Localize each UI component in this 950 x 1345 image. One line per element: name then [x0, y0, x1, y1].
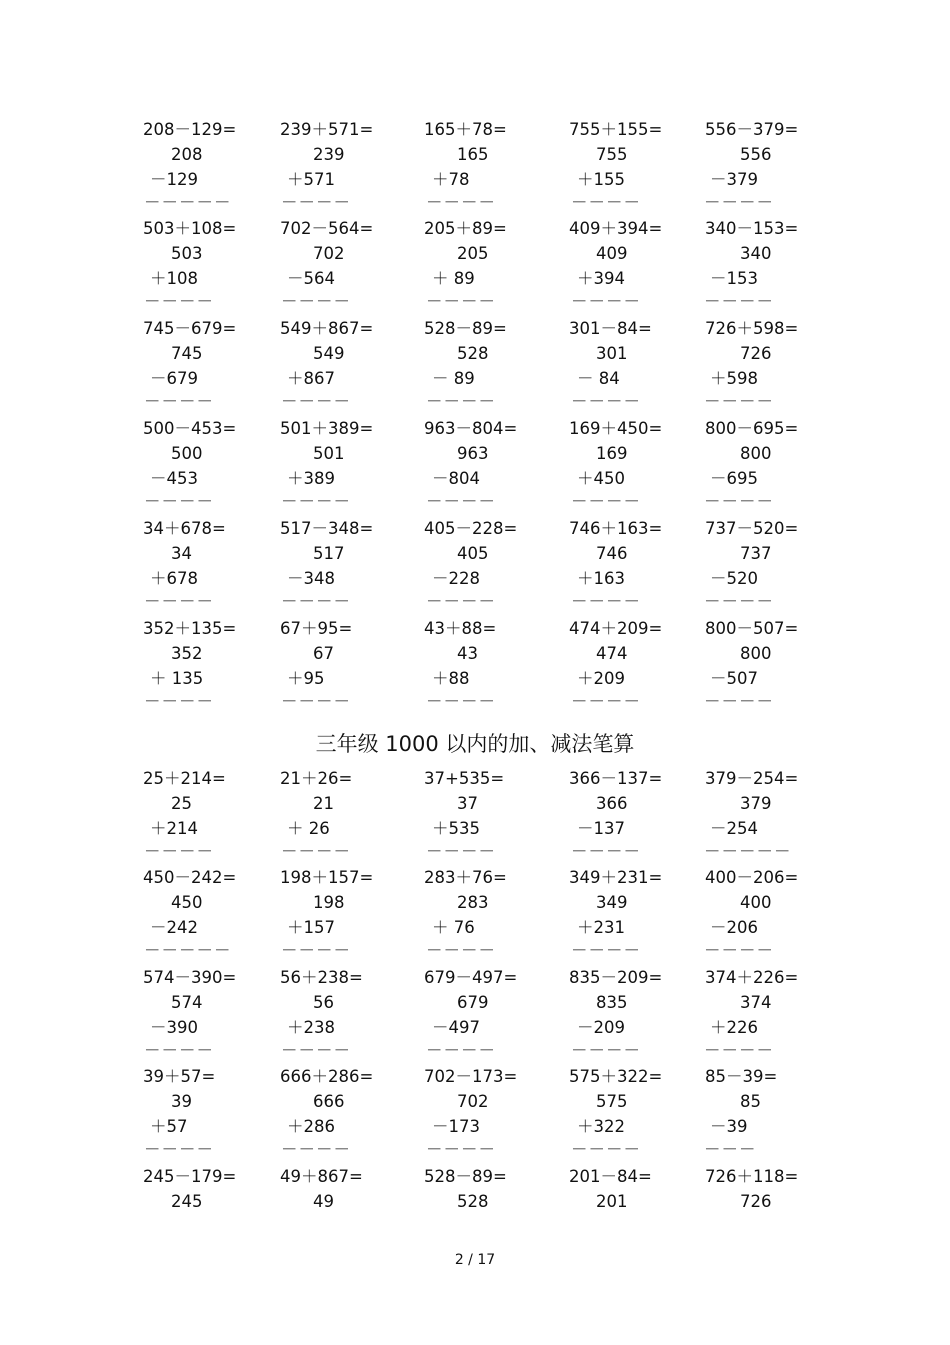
- equation-text: 500－453=: [143, 419, 237, 438]
- top-number: 245: [171, 1192, 203, 1211]
- equation-text: 85－39=: [705, 1067, 778, 1086]
- answer-rule: －－－－－: [704, 842, 792, 861]
- equation-text: 366－137=: [569, 769, 663, 788]
- operand-line: －348: [287, 569, 335, 588]
- equation-text: 549＋867=: [280, 319, 374, 338]
- answer-rule: －－－－: [281, 592, 351, 611]
- equation-text: 245－179=: [143, 1167, 237, 1186]
- equation-text: 517－348=: [280, 519, 374, 538]
- equation-text: 400－206=: [705, 868, 799, 887]
- top-number: 349: [596, 893, 628, 912]
- answer-rule: －－－－: [281, 1140, 351, 1159]
- equation-text: 352＋135=: [143, 619, 237, 638]
- operand-line: ＋209: [577, 669, 625, 688]
- operand-line: －129: [150, 170, 198, 189]
- top-number: 301: [596, 344, 628, 363]
- operand-line: ＋231: [577, 918, 625, 937]
- equation-text: 374＋226=: [705, 968, 799, 987]
- answer-rule: －－－－: [144, 692, 214, 711]
- top-number: 737: [740, 544, 772, 563]
- top-number: 746: [596, 544, 628, 563]
- operand-line: － 84: [577, 369, 620, 388]
- top-number: 165: [457, 145, 489, 164]
- operand-line: ＋57: [150, 1117, 188, 1136]
- answer-rule: －－－－: [144, 1140, 214, 1159]
- top-number: 37: [457, 794, 478, 813]
- equation-text: 43＋88=: [424, 619, 497, 638]
- equation-text: 666＋286=: [280, 1067, 374, 1086]
- top-number: 169: [596, 444, 628, 463]
- top-number: 25: [171, 794, 192, 813]
- top-number: 400: [740, 893, 772, 912]
- operand-line: －804: [432, 469, 480, 488]
- operand-line: －507: [710, 669, 758, 688]
- operand-line: ＋108: [150, 269, 198, 288]
- operand-line: －695: [710, 469, 758, 488]
- top-number: 575: [596, 1092, 628, 1111]
- top-number: 450: [171, 893, 203, 912]
- equation-text: 25＋214=: [143, 769, 226, 788]
- top-number: 374: [740, 993, 772, 1012]
- top-number: 528: [457, 344, 489, 363]
- answer-rule: －－－－: [426, 392, 496, 411]
- operand-line: －228: [432, 569, 480, 588]
- equation-text: 474＋209=: [569, 619, 663, 638]
- answer-rule: －－－－: [704, 392, 774, 411]
- answer-rule: －－－－: [571, 292, 641, 311]
- top-number: 574: [171, 993, 203, 1012]
- answer-rule: －－－－: [571, 692, 641, 711]
- equation-text: 726＋598=: [705, 319, 799, 338]
- operand-line: ＋ 135: [150, 669, 204, 688]
- top-number: 726: [740, 1192, 772, 1211]
- top-number: 517: [313, 544, 345, 563]
- answer-rule: －－－－－: [144, 941, 232, 960]
- top-number: 405: [457, 544, 489, 563]
- top-number: 352: [171, 644, 203, 663]
- operand-line: ＋95: [287, 669, 325, 688]
- answer-rule: －－－－: [281, 392, 351, 411]
- top-number: 702: [457, 1092, 489, 1111]
- answer-rule: －－－－: [426, 842, 496, 861]
- top-number: 528: [457, 1192, 489, 1211]
- answer-rule: －－－－－: [144, 193, 232, 212]
- answer-rule: －－－－: [571, 1041, 641, 1060]
- operand-line: －453: [150, 469, 198, 488]
- equation-text: 49＋867=: [280, 1167, 363, 1186]
- answer-rule: －－－－: [704, 492, 774, 511]
- operand-line: －209: [577, 1018, 625, 1037]
- operand-line: －520: [710, 569, 758, 588]
- operand-line: －39: [710, 1117, 748, 1136]
- top-number: 21: [313, 794, 334, 813]
- operand-line: －390: [150, 1018, 198, 1037]
- equation-text: 800－695=: [705, 419, 799, 438]
- answer-rule: －－－－: [426, 1140, 496, 1159]
- top-number: 679: [457, 993, 489, 1012]
- top-number: 503: [171, 244, 203, 263]
- equation-text: 835－209=: [569, 968, 663, 987]
- operand-line: －497: [432, 1018, 480, 1037]
- answer-rule: －－－－: [426, 292, 496, 311]
- answer-rule: －－－: [704, 1140, 757, 1159]
- operand-line: ＋598: [710, 369, 758, 388]
- operand-line: ＋286: [287, 1117, 335, 1136]
- equation-text: 205＋89=: [424, 219, 507, 238]
- equation-text: 39＋57=: [143, 1067, 216, 1086]
- answer-rule: －－－－: [571, 492, 641, 511]
- answer-rule: －－－－: [704, 193, 774, 212]
- equation-text: 737－520=: [705, 519, 799, 538]
- answer-rule: －－－－: [281, 692, 351, 711]
- equation-text: 702－173=: [424, 1067, 518, 1086]
- equation-text: 574－390=: [143, 968, 237, 987]
- operand-line: －137: [577, 819, 625, 838]
- equation-text: 556－379=: [705, 120, 799, 139]
- operand-line: ＋322: [577, 1117, 625, 1136]
- top-number: 556: [740, 145, 772, 164]
- equation-text: 379－254=: [705, 769, 799, 788]
- operand-line: －254: [710, 819, 758, 838]
- operand-line: ＋ 26: [287, 819, 330, 838]
- answer-rule: －－－－: [426, 492, 496, 511]
- top-number: 340: [740, 244, 772, 263]
- operand-line: ＋450: [577, 469, 625, 488]
- operand-line: ＋ 76: [432, 918, 475, 937]
- equation-text: 198＋157=: [280, 868, 374, 887]
- operand-line: ＋394: [577, 269, 625, 288]
- operand-line: ＋88: [432, 669, 470, 688]
- top-number: 283: [457, 893, 489, 912]
- answer-rule: －－－－: [144, 492, 214, 511]
- answer-rule: －－－－: [426, 1041, 496, 1060]
- equation-text: 503＋108=: [143, 219, 237, 238]
- top-number: 549: [313, 344, 345, 363]
- equation-text: 21＋26=: [280, 769, 353, 788]
- answer-rule: －－－－: [281, 842, 351, 861]
- answer-rule: －－－－: [281, 492, 351, 511]
- top-number: 474: [596, 644, 628, 663]
- equation-text: 340－153=: [705, 219, 799, 238]
- answer-rule: －－－－: [426, 692, 496, 711]
- answer-rule: －－－－: [144, 592, 214, 611]
- operand-line: ＋226: [710, 1018, 758, 1037]
- answer-rule: －－－－: [281, 941, 351, 960]
- equation-text: 34＋678=: [143, 519, 226, 538]
- answer-rule: －－－－: [704, 292, 774, 311]
- equation-text: 208－129=: [143, 120, 237, 139]
- answer-rule: －－－－: [144, 842, 214, 861]
- equation-text: 409＋394=: [569, 219, 663, 238]
- equation-text: 56＋238=: [280, 968, 363, 987]
- operand-line: ＋157: [287, 918, 335, 937]
- top-number: 963: [457, 444, 489, 463]
- equation-text: 726＋118=: [705, 1167, 799, 1186]
- top-number: 726: [740, 344, 772, 363]
- answer-rule: －－－－: [281, 1041, 351, 1060]
- top-number: 201: [596, 1192, 628, 1211]
- equation-text: 239＋571=: [280, 120, 374, 139]
- answer-rule: －－－－: [426, 193, 496, 212]
- top-number: 198: [313, 893, 345, 912]
- operand-line: ＋238: [287, 1018, 335, 1037]
- page-number: 2 / 17: [454, 1252, 496, 1268]
- top-number: 745: [171, 344, 203, 363]
- operand-line: －564: [287, 269, 335, 288]
- equation-text: 575＋322=: [569, 1067, 663, 1086]
- equation-text: 501＋389=: [280, 419, 374, 438]
- operand-line: －242: [150, 918, 198, 937]
- equation-text: 745－679=: [143, 319, 237, 338]
- equation-text: 405－228=: [424, 519, 518, 538]
- operand-line: －153: [710, 269, 758, 288]
- answer-rule: －－－－: [571, 1140, 641, 1159]
- equation-text: 702－564=: [280, 219, 374, 238]
- operand-line: －173: [432, 1117, 480, 1136]
- answer-rule: －－－－: [144, 392, 214, 411]
- answer-rule: －－－－: [281, 292, 351, 311]
- answer-rule: －－－－: [571, 941, 641, 960]
- equation-text: 800－507=: [705, 619, 799, 638]
- top-number: 67: [313, 644, 334, 663]
- answer-rule: －－－－: [281, 193, 351, 212]
- answer-rule: －－－－: [704, 692, 774, 711]
- top-number: 56: [313, 993, 334, 1012]
- top-number: 49: [313, 1192, 334, 1211]
- top-number: 755: [596, 145, 628, 164]
- operand-line: －206: [710, 918, 758, 937]
- answer-rule: －－－－: [571, 842, 641, 861]
- top-number: 379: [740, 794, 772, 813]
- equation-text: 301－84=: [569, 319, 652, 338]
- operand-line: ＋ 89: [432, 269, 475, 288]
- top-number: 208: [171, 145, 203, 164]
- operand-line: ＋867: [287, 369, 335, 388]
- answer-rule: －－－－: [426, 941, 496, 960]
- equation-text: 67＋95=: [280, 619, 353, 638]
- answer-rule: －－－－: [571, 193, 641, 212]
- operand-line: － 89: [432, 369, 475, 388]
- top-number: 800: [740, 644, 772, 663]
- equation-text: 746＋163=: [569, 519, 663, 538]
- answer-rule: －－－－: [426, 592, 496, 611]
- answer-rule: －－－－: [144, 292, 214, 311]
- top-number: 800: [740, 444, 772, 463]
- top-number: 43: [457, 644, 478, 663]
- answer-rule: －－－－: [704, 1041, 774, 1060]
- section-title: 三年级 1000 以内的加、减法笔算: [315, 732, 635, 756]
- top-number: 835: [596, 993, 628, 1012]
- operand-line: ＋155: [577, 170, 625, 189]
- equation-text: 349＋231=: [569, 868, 663, 887]
- operand-line: －379: [710, 170, 758, 189]
- top-number: 500: [171, 444, 203, 463]
- equation-text: 201－84=: [569, 1167, 652, 1186]
- top-number: 501: [313, 444, 345, 463]
- top-number: 666: [313, 1092, 345, 1111]
- equation-text: 37+535=: [424, 769, 505, 788]
- equation-text: 963－804=: [424, 419, 518, 438]
- equation-text: 528－89=: [424, 1167, 507, 1186]
- equation-text: 450－242=: [143, 868, 237, 887]
- equation-text: 283＋76=: [424, 868, 507, 887]
- top-number: 239: [313, 145, 345, 164]
- operand-line: ＋163: [577, 569, 625, 588]
- top-number: 39: [171, 1092, 192, 1111]
- answer-rule: －－－－: [144, 1041, 214, 1060]
- top-number: 205: [457, 244, 489, 263]
- equation-text: 169＋450=: [569, 419, 663, 438]
- answer-rule: －－－－: [704, 941, 774, 960]
- operand-line: ＋389: [287, 469, 335, 488]
- top-number: 409: [596, 244, 628, 263]
- operand-line: ＋214: [150, 819, 198, 838]
- answer-rule: －－－－: [704, 592, 774, 611]
- top-number: 702: [313, 244, 345, 263]
- equation-text: 165＋78=: [424, 120, 507, 139]
- equation-text: 528－89=: [424, 319, 507, 338]
- operand-line: ＋535: [432, 819, 480, 838]
- top-number: 34: [171, 544, 192, 563]
- equation-text: 755＋155=: [569, 120, 663, 139]
- operand-line: －679: [150, 369, 198, 388]
- answer-rule: －－－－: [571, 592, 641, 611]
- operand-line: ＋678: [150, 569, 198, 588]
- answer-rule: －－－－: [571, 392, 641, 411]
- top-number: 85: [740, 1092, 761, 1111]
- operand-line: ＋78: [432, 170, 470, 189]
- equation-text: 679－497=: [424, 968, 518, 987]
- operand-line: ＋571: [287, 170, 335, 189]
- top-number: 366: [596, 794, 628, 813]
